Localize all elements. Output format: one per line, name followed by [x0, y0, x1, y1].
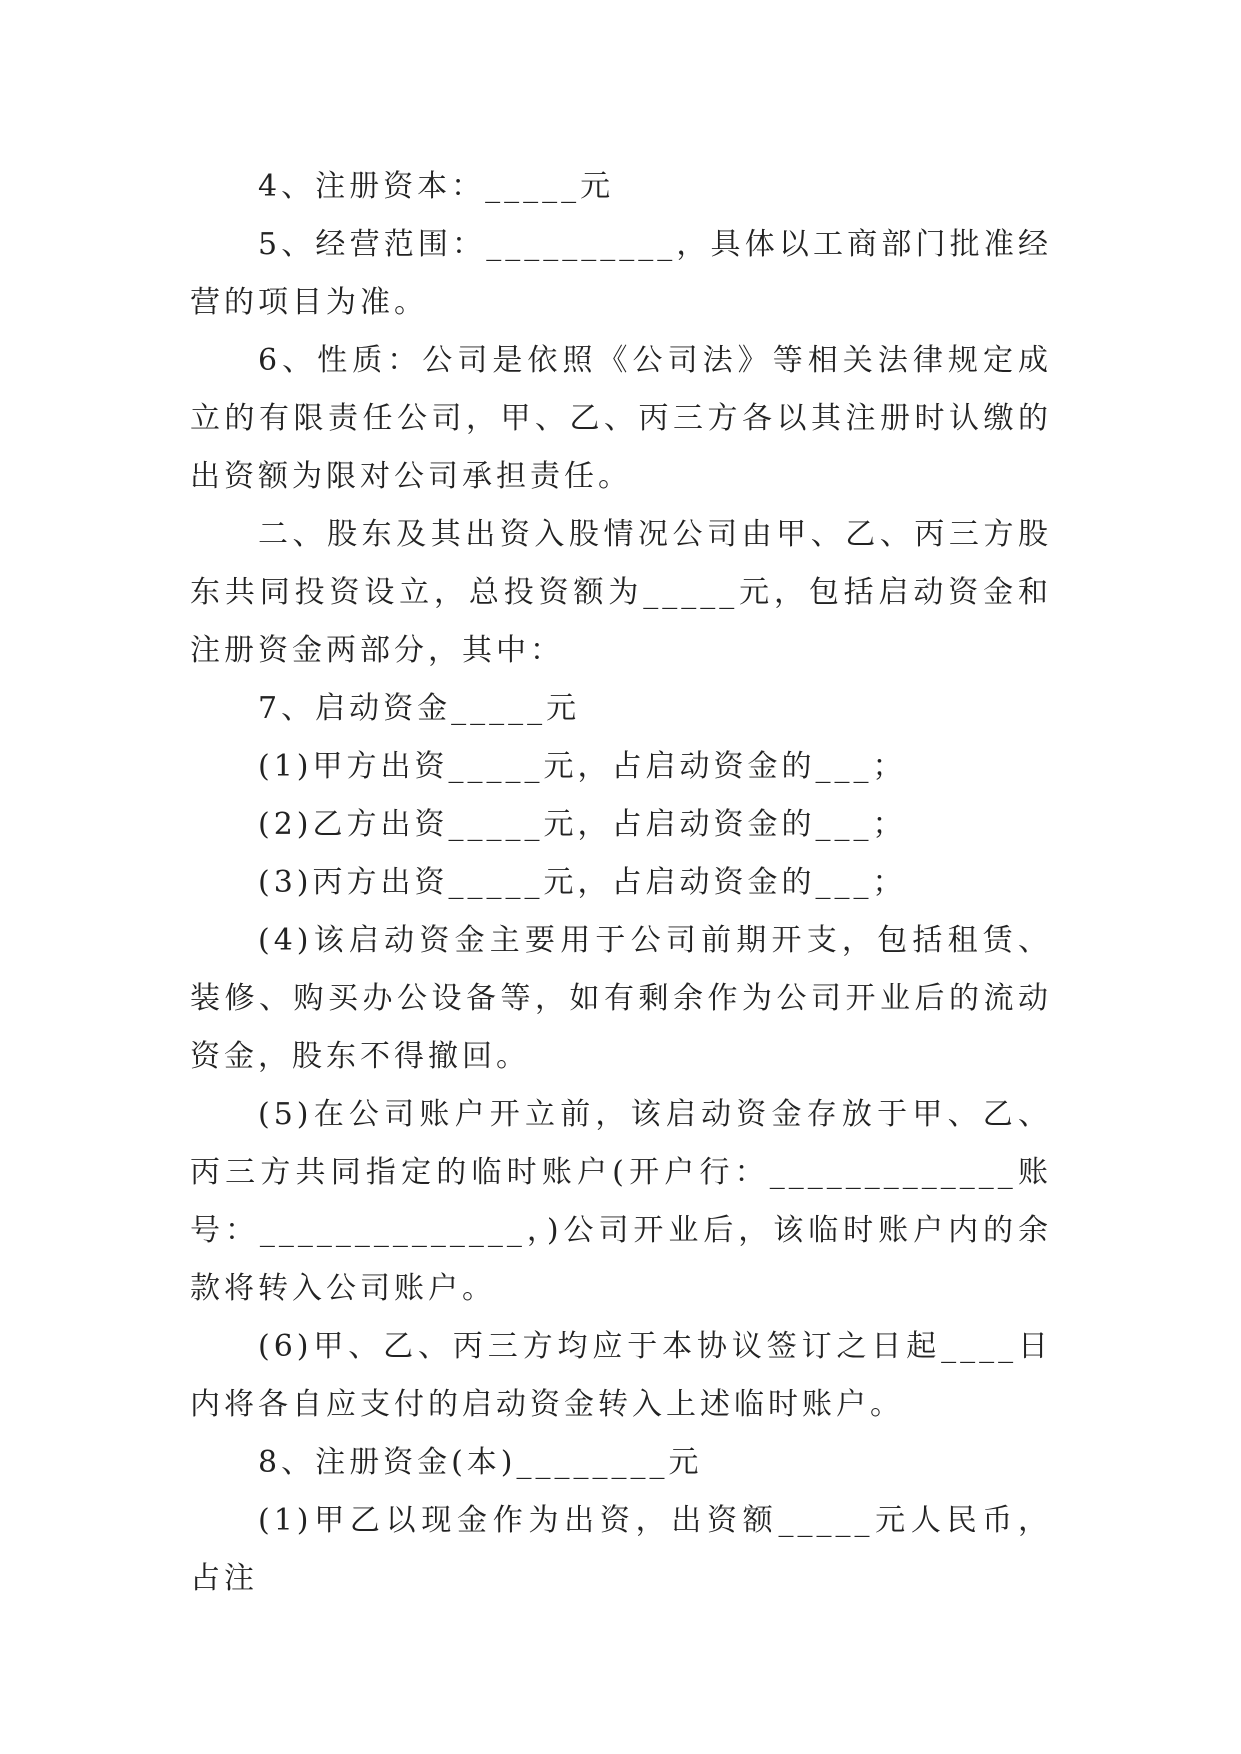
paragraph-business-scope: 5、经营范围：__________，具体以工商部门批准经营的项目为准。: [190, 227, 1052, 320]
paragraph-startup-usage: (4)该启动资金主要用于公司前期开支，包括租赁、装修、购买办公设备等，如有剩余作为公司开业后的流动资金，股东不得撤回。: [190, 923, 1052, 1074]
paragraph-shareholders: 二、股东及其出资入股情况公司由甲、乙、丙三方股东共同投资设立，总投资额为_____元，包括启动资金和注册资金两部分，其中：: [190, 517, 1052, 668]
paragraph-cash-contribution: (1)甲乙以现金作为出资，出资额_____元人民币，占注: [190, 1503, 1052, 1596]
paragraph-nature: 6、性质：公司是依照《公司法》等相关法律规定成立的有限责任公司，甲、乙、丙三方各以其注册时认缴的出资额为限对公司承担责任。: [190, 343, 1052, 494]
document-body: [190, 158, 1052, 1608]
paragraph-startup-funds: 7、启动资金_____元: [258, 691, 581, 726]
paragraph-transfer-deadline: (6)甲、乙、丙三方均应于本协议签订之日起____日内将各自应支付的启动资金转入上述临时账户。: [190, 1329, 1052, 1422]
paragraph-party-b-startup: (2)乙方出资_____元，占启动资金的___；: [258, 807, 907, 842]
paragraph-party-a-startup: (1)甲方出资_____元，占启动资金的___；: [258, 749, 907, 784]
paragraph-temporary-account: (5)在公司账户开立前，该启动资金存放于甲、乙、丙三方共同指定的临时账户(开户行：_____________账号：______________，)公司开业后，该临时账户内的余款将转入公司账户。: [190, 1097, 1052, 1306]
paragraph-registered-funds: 8、注册资金(本)________元: [258, 1445, 703, 1480]
paragraph-registered-capital: 4、注册资本：_____元: [258, 169, 615, 204]
paragraph-party-c-startup: (3)丙方出资_____元，占启动资金的___；: [258, 865, 907, 900]
